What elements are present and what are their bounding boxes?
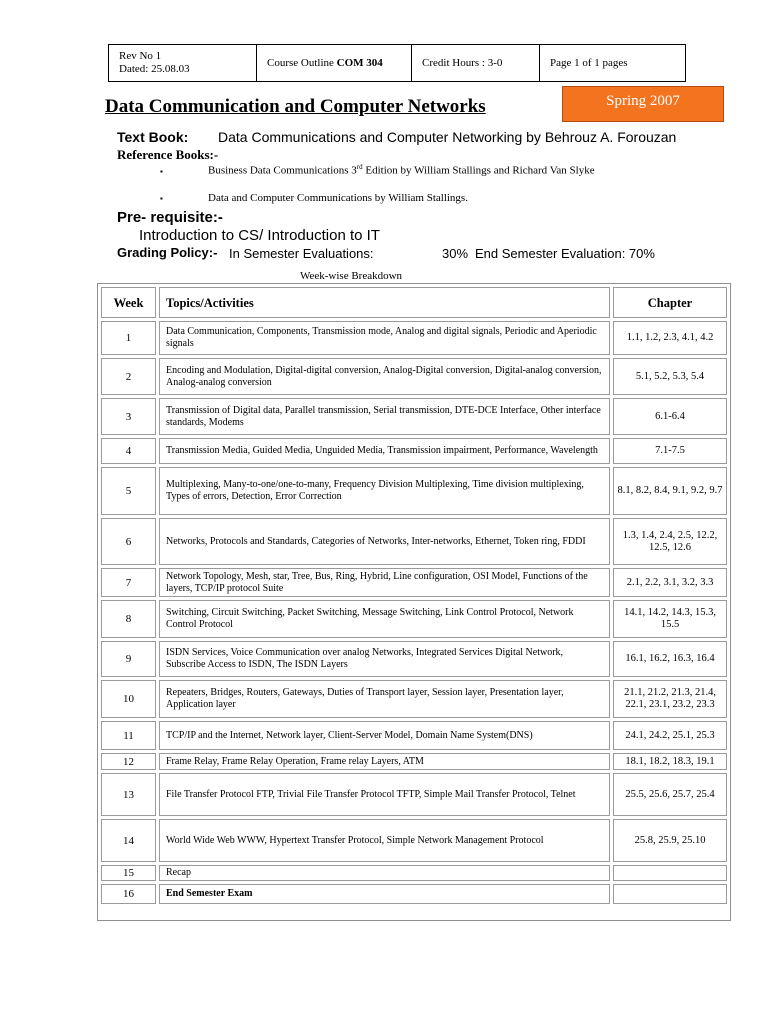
topic-cell: TCP/IP and the Internet, Network layer, Client-Server Model, Domain Name System(DNS)	[159, 721, 610, 750]
topic-cell: Encoding and Modulation, Digital-digital conversion, Analog-Digital conversion, Digital-analog conversion, Analog-analog conversion	[159, 358, 610, 395]
course-cell	[257, 45, 412, 81]
week-breakdown-table	[97, 283, 731, 921]
chapter-cell: 1.3, 1.4, 2.4, 2.5, 12.2, 12.5, 12.6	[613, 518, 727, 565]
topic-cell: Network Topology, Mesh, star, Tree, Bus, Ring, Hybrid, Line configuration, OSI Model, Functions of the layers, TCP/IP protocol Suite	[159, 568, 610, 597]
table-row	[101, 680, 727, 718]
breakdown-title: Week-wise Breakdown	[300, 270, 403, 282]
chapter-cell: 6.1-6.4	[613, 398, 727, 435]
chapter-cell: 16.1, 16.2, 16.3, 16.4	[613, 641, 727, 677]
topic-cell: Networks, Protocols and Standards, Categories of Networks, Inter-networks, Ethernet, Token ring, FDDI	[159, 518, 610, 565]
topic-cell: Repeaters, Bridges, Routers, Gateways, Duties of Transport layer, Session layer, Presentation layer, Application layer	[159, 680, 610, 718]
prerequisite-value: Introduction to CS/ Introduction to IT	[139, 227, 380, 244]
term-badge: Spring 2007	[562, 86, 724, 122]
page-count: Page 1 of 1 pages	[550, 57, 628, 69]
topic-cell: End Semester Exam	[159, 884, 610, 904]
table-row	[101, 358, 727, 395]
week-cell: 14	[101, 819, 156, 862]
topic-cell: Data Communication, Components, Transmission mode, Analog and digital signals, Periodic and Aperiodic signals	[159, 321, 610, 355]
grading-policy-label: Grading Policy:-	[117, 245, 218, 260]
table-row	[101, 321, 727, 355]
week-header: Week	[101, 287, 156, 318]
topic-cell: Frame Relay, Frame Relay Operation, Frame relay Layers, ATM	[159, 753, 610, 770]
week-cell: 15	[101, 865, 156, 881]
credit-hours: Credit Hours : 3-0	[412, 45, 540, 81]
week-cell: 4	[101, 438, 156, 464]
chapter-cell: 14.1, 14.2, 14.3, 15.3, 15.5	[613, 600, 727, 638]
table-row	[101, 641, 727, 677]
chapter-cell: 25.5, 25.6, 25.7, 25.4	[613, 773, 727, 816]
topic-cell: Switching, Circuit Switching, Packet Switching, Message Switching, Link Control Protocol, Network Control Protocol	[159, 600, 610, 638]
revision-number: Rev No 1	[119, 50, 162, 62]
week-cell: 12	[101, 753, 156, 770]
table-row	[101, 819, 727, 862]
topics-header: Topics/Activities	[159, 287, 610, 318]
table-row	[101, 600, 727, 638]
table-header-row	[101, 287, 727, 318]
week-cell: 13	[101, 773, 156, 816]
chapter-cell: 2.1, 2.2, 3.1, 3.2, 3.3	[613, 568, 727, 597]
topic-cell: Transmission of Digital data, Parallel transmission, Serial transmission, DTE-DCE Interface, Other interface standards, Modems	[159, 398, 610, 435]
week-cell: 11	[101, 721, 156, 750]
topic-cell: ISDN Services, Voice Communication over analog Networks, Integrated Services Digital Network, Subscribe Access to ISDN, The ISDN Layers	[159, 641, 610, 677]
table-row	[101, 438, 727, 464]
chapter-cell: 25.8, 25.9, 25.10	[613, 819, 727, 862]
chapter-cell: 1.1, 1.2, 2.3, 4.1, 4.2	[613, 321, 727, 355]
chapter-cell: 24.1, 24.2, 25.1, 25.3	[613, 721, 727, 750]
document-header-box	[108, 44, 686, 82]
bullet-icon: ▪	[160, 166, 163, 176]
text-book-label: Text Book:	[117, 129, 189, 145]
table-row	[101, 721, 727, 750]
week-cell: 3	[101, 398, 156, 435]
in-semester-percent: 30%	[442, 246, 469, 261]
reference-item: ▪ Business Data Communications 3rd Edition by William Stallings and Richard Van Slyke	[160, 163, 595, 177]
table-row	[101, 865, 727, 881]
topic-cell: Multiplexing, Many-to-one/one-to-many, Frequency Division Multiplexing, Time division multiplexing, Types of errors, Detection, Error Correction	[159, 467, 610, 515]
table-row	[101, 753, 727, 770]
chapter-cell: 18.1, 18.2, 18.3, 19.1	[613, 753, 727, 770]
chapter-cell: 8.1, 8.2, 8.4, 9.1, 9.2, 9.7	[613, 467, 727, 515]
week-cell: 5	[101, 467, 156, 515]
chapter-cell	[613, 884, 727, 904]
chapter-cell: 5.1, 5.2, 5.3, 5.4	[613, 358, 727, 395]
revision-cell	[109, 45, 257, 81]
reference-item: ▪ Data and Computer Communications by William Stallings.	[160, 192, 468, 204]
week-cell: 10	[101, 680, 156, 718]
chapter-cell: 21.1, 21.2, 21.3, 21.4, 22.1, 23.1, 23.2, 23.3	[613, 680, 727, 718]
week-cell: 8	[101, 600, 156, 638]
week-cell: 2	[101, 358, 156, 395]
topic-cell: File Transfer Protocol FTP, Trivial File Transfer Protocol TFTP, Simple Mail Transfer Protocol, Telnet	[159, 773, 610, 816]
prerequisite-label: Pre- requisite:-	[117, 209, 223, 226]
chapter-cell: 7.1-7.5	[613, 438, 727, 464]
topic-cell: Recap	[159, 865, 610, 881]
chapter-header: Chapter	[613, 287, 727, 318]
page-title: Data Communication and Computer Networks	[105, 96, 486, 117]
reference-books-label: Reference Books:-	[117, 147, 219, 162]
bullet-icon: ▪	[160, 194, 163, 203]
course-prefix: Course Outline	[267, 57, 337, 69]
table-row	[101, 773, 727, 816]
end-semester-evaluation: End Semester Evaluation: 70%	[475, 246, 655, 261]
text-book-value: Data Communications and Computer Networking by Behrouz A. Forouzan	[218, 129, 677, 145]
table-row	[101, 518, 727, 565]
week-cell: 6	[101, 518, 156, 565]
in-semester-label: In Semester Evaluations:	[229, 246, 374, 261]
table-row	[101, 467, 727, 515]
revision-date: Dated: 25.08.03	[119, 63, 190, 75]
week-cell: 9	[101, 641, 156, 677]
topic-cell: World Wide Web WWW, Hypertext Transfer Protocol, Simple Network Management Protocol	[159, 819, 610, 862]
week-cell: 16	[101, 884, 156, 904]
chapter-cell	[613, 865, 727, 881]
week-cell: 7	[101, 568, 156, 597]
table-body	[101, 321, 727, 904]
table-row	[101, 398, 727, 435]
topic-cell: Transmission Media, Guided Media, Unguided Media, Transmission impairment, Performance, Wavelength	[159, 438, 610, 464]
table-row	[101, 568, 727, 597]
table-row	[101, 884, 727, 904]
week-cell: 1	[101, 321, 156, 355]
course-code: COM 304	[336, 57, 383, 69]
